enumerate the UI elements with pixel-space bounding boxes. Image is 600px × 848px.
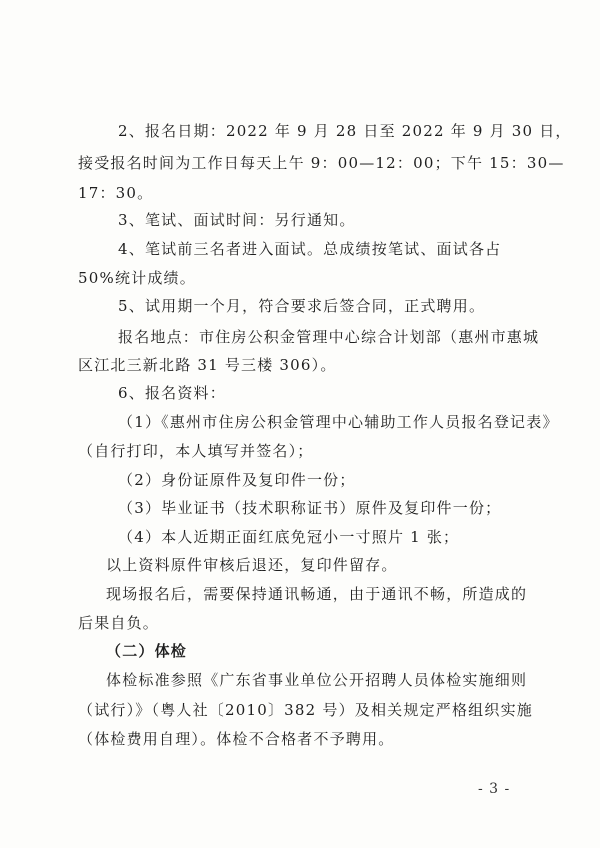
- line-materials-return: 以上资料原件审核后退还，复印件留存。: [106, 556, 398, 574]
- line-contact-notice-end: 后果自负。: [78, 614, 160, 632]
- section-heading-medical: （二）体检: [106, 642, 188, 660]
- line-registration-hours-end: 17：30。: [78, 184, 154, 202]
- line-material-1: （1）《惠州市住房公积金管理中心辅助工作人员报名登记表》: [118, 413, 559, 431]
- line-medical-standard-ref: （试行）》（粤人社〔2010〕382 号）及相关规定严格组织实施: [78, 701, 533, 719]
- line-registration-hours: 接受报名时间为工作日每天上午 9：00—12：00；下午 15：30—: [78, 154, 565, 172]
- line-location: 报名地点：市住房公积金管理中心综合计划部（惠州市惠城: [118, 328, 540, 346]
- line-material-2: （2）身份证原件及复印件一份；: [118, 471, 356, 489]
- line-location-address: 区江北三新北路 31 号三楼 306）。: [78, 356, 337, 374]
- line-medical-fee: （体检费用自理）。体检不合格者不予聘用。: [78, 730, 395, 748]
- line-probation: 5、试用期一个月，符合要求后签合同，正式聘用。: [118, 297, 486, 315]
- line-material-4: （4）本人近期正面红底免冠小一寸照片 1 张；: [118, 528, 460, 546]
- line-exam-time: 3、笔试、面试时间：另行通知。: [118, 211, 356, 229]
- line-contact-notice: 现场报名后，需要保持通讯畅通，由于通讯不畅，所造成的: [106, 585, 528, 603]
- line-registration-date: 2、报名日期：2022 年 9 月 28 日至 2022 年 9 月 30 日，: [118, 122, 572, 140]
- line-material-3: （3）毕业证书（技术职称证书）原件及复印件一份；: [118, 499, 502, 517]
- line-interview-rule: 4、笔试前三名者进入面试。总成绩按笔试、面试各占: [118, 240, 502, 258]
- line-medical-standard: 体检标准参照《广东省事业单位公开招聘人员体检实施细则: [106, 671, 528, 689]
- line-score-ratio: 50%统计成绩。: [78, 269, 196, 287]
- line-material-1-note: （自行打印，本人填写并签名）；: [78, 442, 314, 460]
- line-materials-heading: 6、报名资料：: [118, 384, 226, 402]
- page-number: - 3 -: [478, 781, 511, 797]
